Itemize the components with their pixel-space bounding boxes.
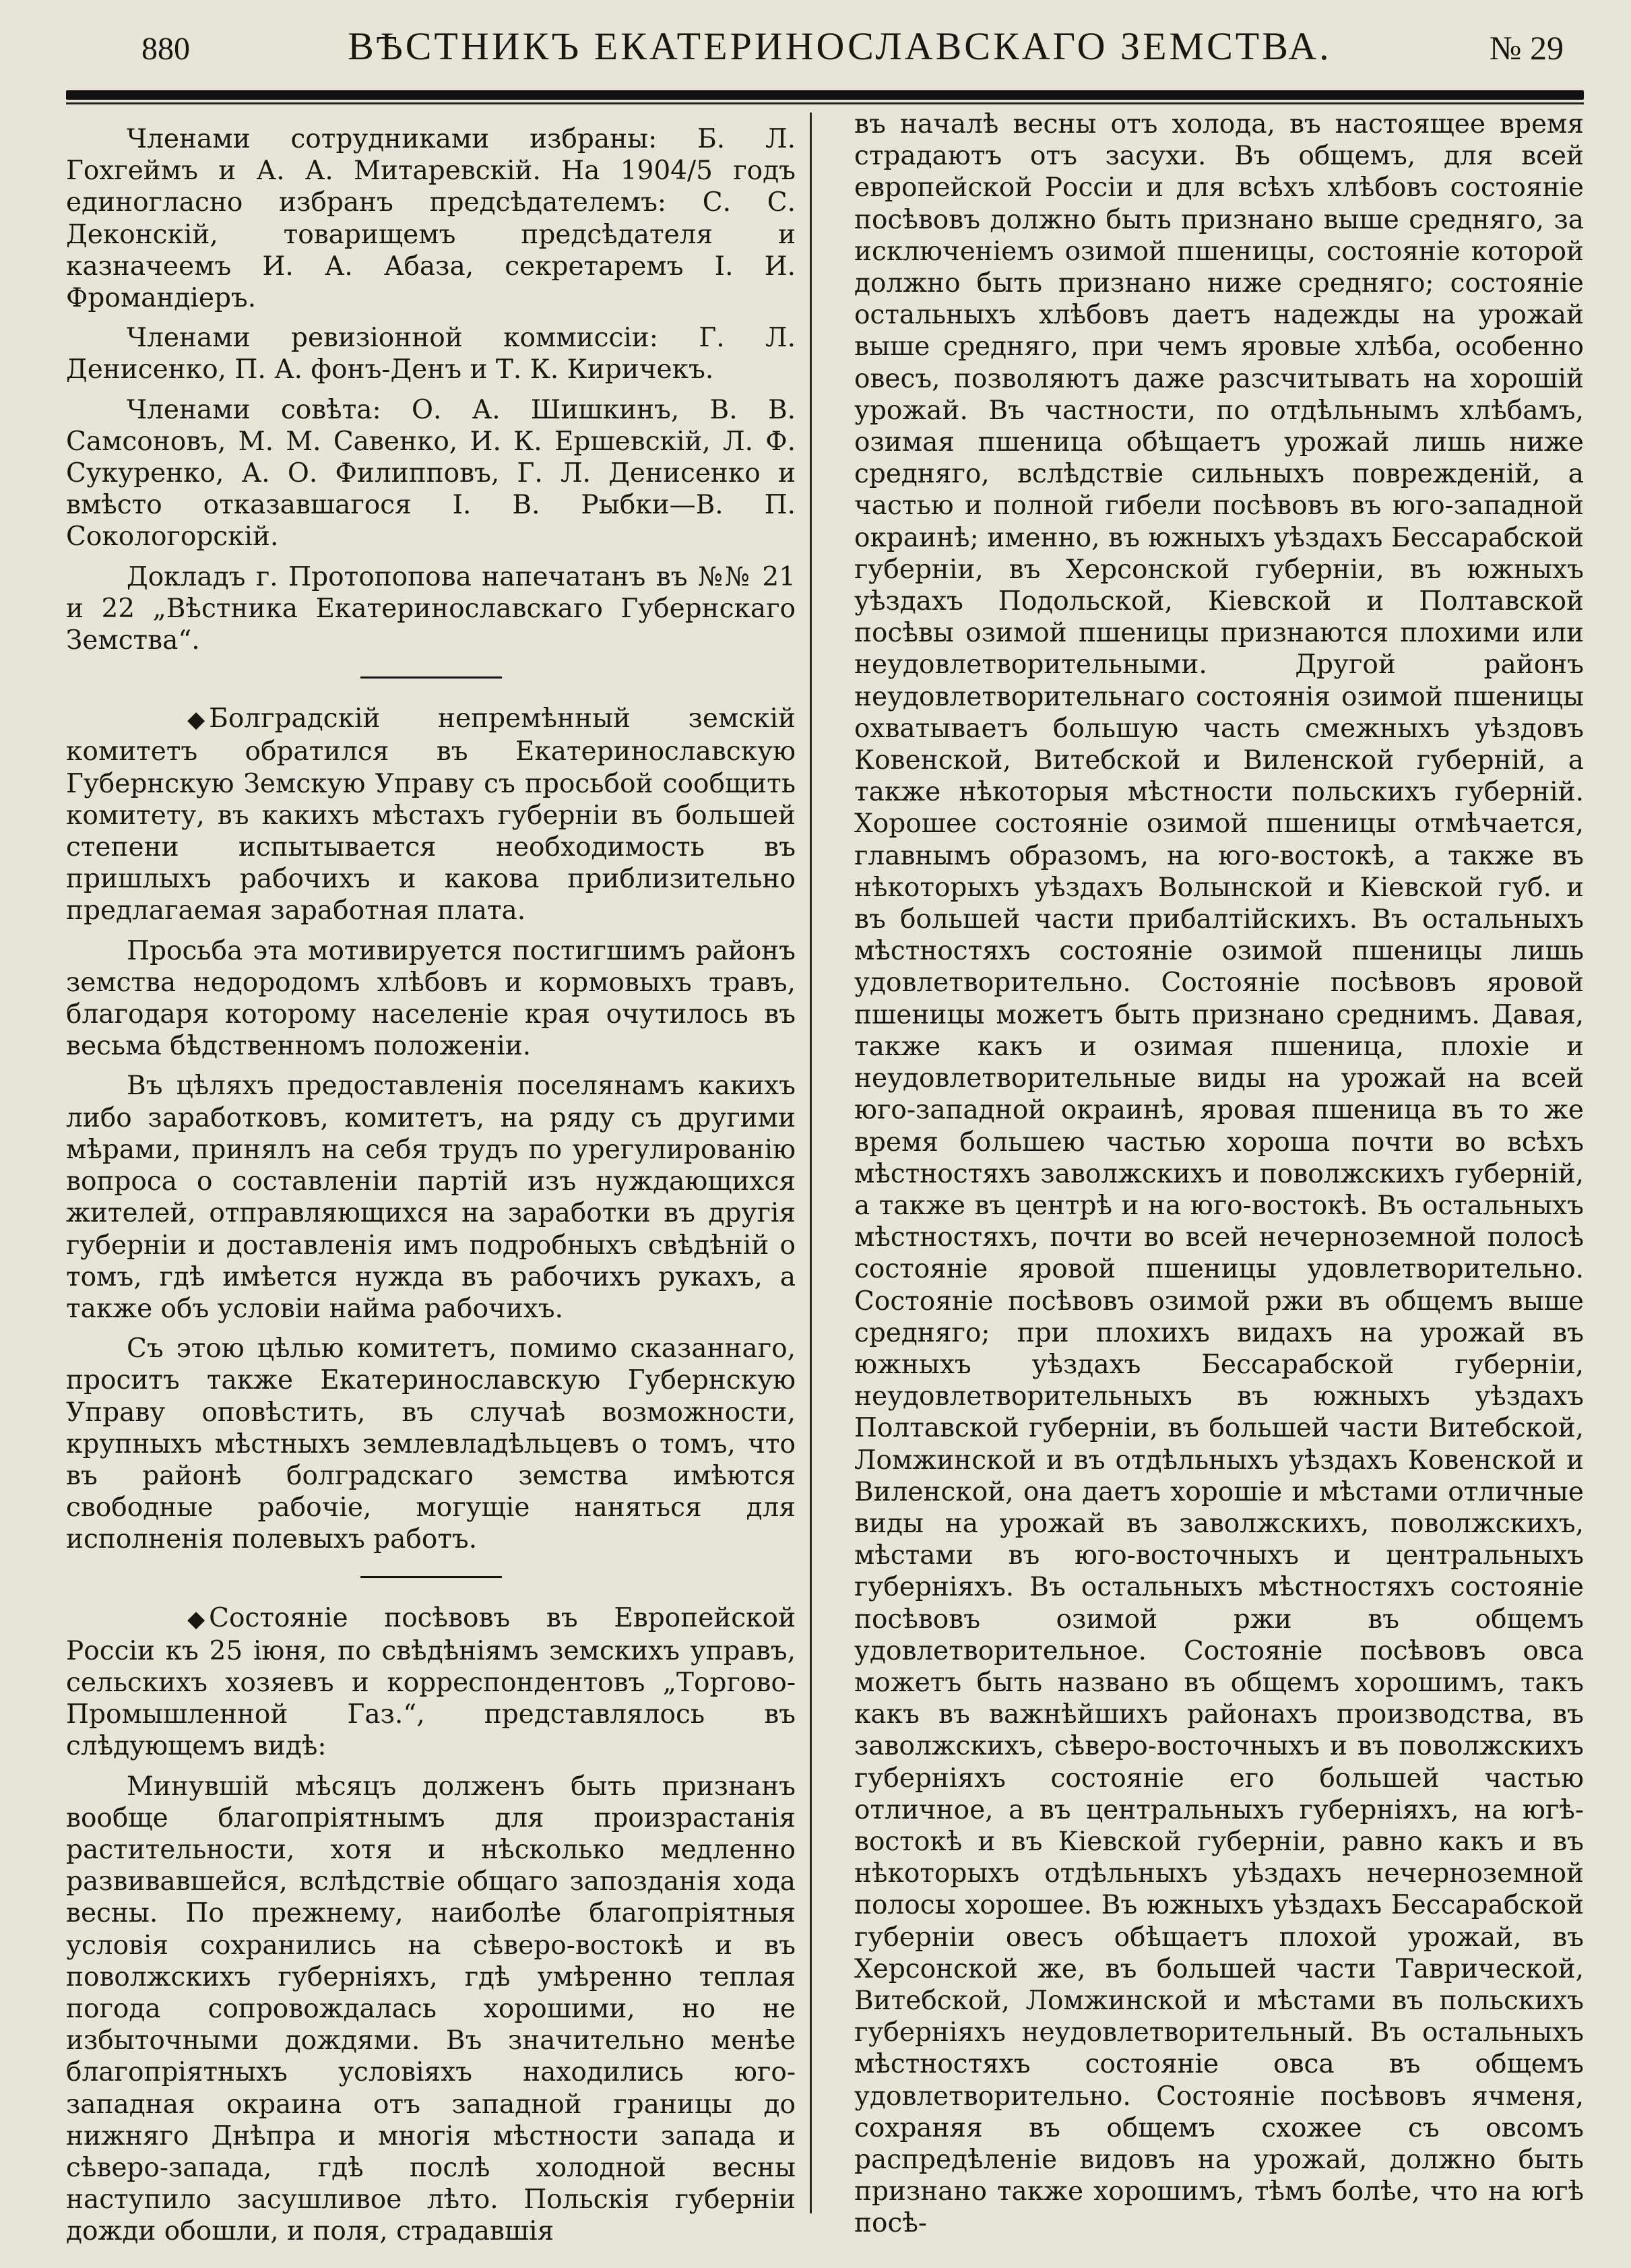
news-item-lead [66,703,796,926]
paragraph: Просьба эта мотивируется постигшимъ районъ земства недородомъ хлѣбовъ и кормовыхъ травъ, благодаря которому населеніе края очутилось въ весьма бѣдственномъ положеніи. [66,935,796,1062]
paragraph: Въ цѣляхъ предоставленія поселянамъ какихъ либо заработковъ, комитетъ, на ряду съ другими мѣрами, принялъ на себя трудъ по урегулированію вопроса о составленіи партій изъ нуждающихся жителей, отправляющихся на заработки въ другія губерніи и доставленія имъ подробныхъ свѣдѣній о томъ, гдѣ имѣется нужда въ рабочихъ рукахъ, а также объ условіи найма рабочихъ. [66,1071,796,1324]
bullet-diamond-icon: ◆ [187,1605,205,1633]
news-item-text: Состояніе посѣвовъ въ Европейской Россіи къ 25 іюня, по свѣдѣніямъ земскихъ управъ, сельскихъ хозяевъ и корреспондентовъ „Торгово-Промышленной Газ.“, представлялось въ слѣдующемъ видѣ: [66,1602,796,1762]
bullet-diamond-icon: ◆ [187,706,205,734]
journal-title: ВѢСТНИКЪ ЕКАТЕРИНОСЛАВСКАГО ЗЕМСТВА. [348,24,1332,68]
section-separator [360,676,502,679]
issue-number: № 29 [1489,29,1564,67]
paragraph: Минувшій мѣсяцъ долженъ быть признанъ вообще благопріятнымъ для произрастанія растительности, хотя и нѣсколько медленно развивавшейся, вслѣдствіе общаго запозданія хода весны. По прежнему, наиболѣе благопріятныя условія сохранились на сѣверо-востокѣ и въ поволжскихъ губерніяхъ, гдѣ умѣренно теплая погода сопровождалась хорошими, но не избыточными дождями. Въ значительно менѣе благопріятныхъ условіяхъ находились юго-западная окраина отъ западной границы до нижняго Днѣпра и многія мѣстности запада и сѣверо-запада, гдѣ послѣ холодной весны наступило засушливое лѣто. Польскія губерніи дожди обошли, и поля, страдавшія [66,1771,796,2247]
page-header [66,0,1584,80]
article-columns [66,108,1584,2248]
paragraph: Докладъ г. Протопопова напечатанъ въ №№ 21 и 22 „Вѣстника Екатеринославскаго Губернскаго Земства“. [66,561,796,656]
paragraph: Членами совѣта: О. А. Шишкинъ, В. В. Самсоновъ, М. М. Савенко, И. К. Ершевскій, Л. Ф. Сукуренко, А. О. Филипповъ, Г. Л. Денисенко и вмѣсто отказавшагося І. В. Рыбки—В. П. Сокологорскій. [66,394,796,553]
left-column [66,108,796,2248]
paragraph-continued: въ началѣ весны отъ холода, въ настоящее время страдаютъ отъ засухи. Въ общемъ, для всей европейской Россіи и для всѣхъ хлѣбовъ состояніе посѣвовъ должно быть признано выше средняго, за исключеніемъ озимой пшеницы, состояніе которой должно быть признано ниже средняго; состояніе остальныхъ хлѣбовъ даетъ надежды на урожай выше средняго, при чемъ яровые хлѣба, особенно овесъ, позволяютъ даже разсчитывать на хорошій урожай. Въ частности, по отдѣльнымъ хлѣбамъ, озимая пшеница обѣщаетъ урожай лишь ниже средняго, вслѣдствіе сильныхъ поврежденій, а частью и полной гибели посѣвовъ въ юго-западной окраинѣ; именно, въ южныхъ уѣздахъ Бессарабской губерніи, въ Херсонской губерніи, въ южныхъ уѣздахъ Подольской, Кіевской и Полтавской посѣвы озимой пшеницы признаются плохими или неудовлетворительными. Другой районъ неудовлетворительнаго состоянія озимой пшеницы охватываетъ большую часть смежныхъ уѣздовъ Ковенской, Витебской и Виленской губерній, а также нѣкоторыя мѣстности польскихъ губерній. Хорошее состояніе озимой пшеницы отмѣчается, главнымъ образомъ, на юго-востокѣ, а также въ нѣкоторыхъ уѣздахъ Волынской и Кіевской губ. и въ большей части прибалтійскихъ. Въ остальныхъ мѣстностяхъ состояніе озимой пшеницы лишь удовлетворительно. Состояніе посѣвовъ яровой пшеницы можетъ быть признано среднимъ. Давая, также какъ и озимая пшеница, плохіе и неудовлетворительные виды на урожай на всей юго-западной окраинѣ, яровая пшеница въ то же время большею частью хороша почти во всѣхъ мѣстностяхъ заволжскихъ и поволжскихъ губерній, а также въ центрѣ и на юго-востокѣ. Въ остальныхъ мѣстностяхъ, почти во всей нечерноземной полосѣ состояніе яровой пшеницы удовлетворительно. Состояніе посѣвовъ озимой ржи въ общемъ выше средняго; при плохихъ видахъ на урожай въ южныхъ уѣздахъ Бессарабской губерніи, неудовлетворительныхъ въ южныхъ уѣздахъ Полтавской губерніи, въ большей части Витебской, Ломжинской и въ отдѣльныхъ уѣздахъ Ковенской и Виленской, она даетъ хорошіе и мѣстами отличные виды на урожай въ заволжскихъ, поволжскихъ, мѣстами въ юго-восточныхъ и центральныхъ губерніяхъ. Въ остальныхъ мѣстностяхъ состояніе посѣвовъ озимой ржи въ общемъ удовлетворительное. Состояніе посѣвовъ овса можетъ быть названо въ общемъ хорошимъ, такъ какъ въ важнѣйшихъ районахъ производства, въ заволжскихъ, сѣверо-восточныхъ и въ поволжскихъ губерніяхъ состояніе его большей частью отличное, а въ центральныхъ губерніяхъ, на югѣ-востокѣ и въ Кіевской губерніи, равно какъ и въ нѣкоторыхъ отдѣльныхъ уѣздахъ нечерноземной полосы хорошее. Въ южныхъ уѣздахъ Бессарабской губерніи овесъ обѣщаетъ плохой урожай, въ Херсонской же, въ большей части Таврической, Витебской, Ломжинской и мѣстами въ польскихъ губерніяхъ неудовлетворительный. Въ остальныхъ мѣстностяхъ состояніе овса въ общемъ удовлетворительно. Состояніе посѣвовъ ячменя, сохраняя въ общемъ схожее съ овсомъ распредѣленіе видовъ на урожай, должно быть признано также хорошимъ, тѣмъ болѣе, что на югѣ посѣ- [854,109,1584,2239]
page-number: 880 [141,31,190,67]
paragraph: Съ этою цѣлью комитетъ, помимо сказаннаго, проситъ также Екатеринославскую Губернскую Управу оповѣстить, въ случаѣ возможности, крупныхъ мѣстныхъ землевладѣльцевъ о томъ, что въ районѣ болградскаго земства имѣются свободные рабочіе, могущіе наняться для исполненія полевыхъ работъ. [66,1333,796,1555]
column-divider [810,113,812,2213]
news-item-lead [66,1602,796,1763]
news-item-text: Болградскій непремѣнный земскій комитетъ обратился въ Екатеринославскую Губернскую Земскую Управу съ просьбой сообщить комитету, въ какихъ мѣстахъ губерніи въ большей степени испытывается необходимость въ пришлыхъ рабочихъ и какова приблизительно предлагаемая заработная плата. [66,703,796,926]
right-column [854,108,1584,2248]
header-rule-thin [66,102,1584,104]
header-rule-thick [66,90,1584,100]
paragraph: Членами сотрудниками избраны: Б. Л. Гохгеймъ и А. А. Митаревскій. На 1904/5 годъ единогласно избранъ предсѣдателемъ: С. С. Деконскій, товарищемъ предсѣдателя и казначеемъ И. А. Абаза, секретаремъ І. И. Фромандіеръ. [66,124,796,314]
section-separator [360,1576,502,1578]
paragraph: Членами ревизіонной коммиссіи: Г. Л. Денисенко, П. А. фонъ-Денъ и Т. К. Киричекъ. [66,323,796,385]
